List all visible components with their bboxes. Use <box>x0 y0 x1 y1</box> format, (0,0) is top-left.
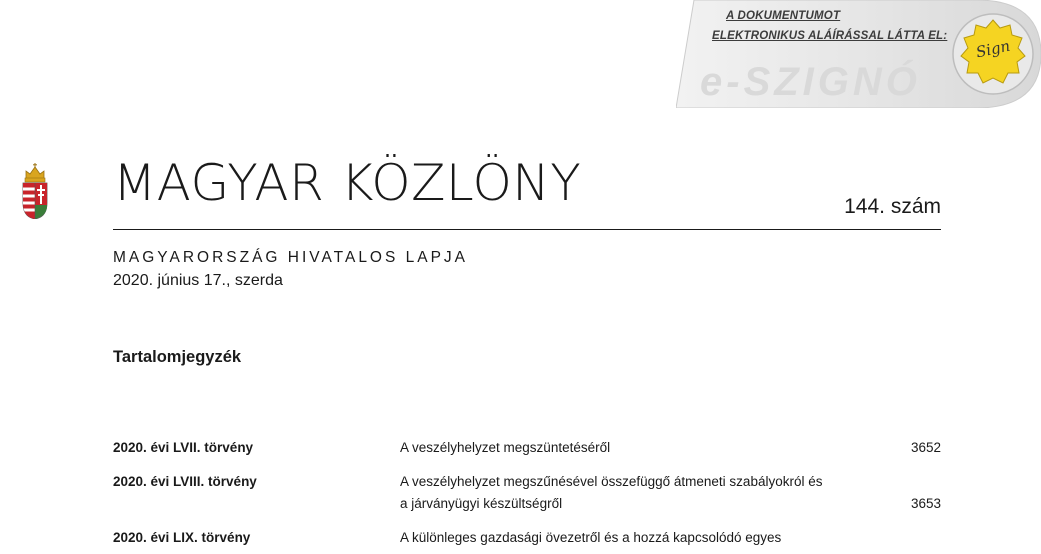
table-of-contents <box>113 437 941 549</box>
stamp-line-2: ELEKTRONIKUS ALÁÍRÁSSAL LÁTTA EL: <box>712 30 948 42</box>
toc-page-number: 3652 <box>910 440 941 455</box>
seal-signature: Sign <box>974 36 1012 62</box>
toc-law-number: 2020. évi LVII. törvény <box>113 440 254 455</box>
toc-entry[interactable] <box>113 437 941 459</box>
publication-subtitle: MAGYARORSZÁG HIVATALOS LAPJA <box>113 249 469 266</box>
toc-heading: Tartalomjegyzék <box>113 348 242 366</box>
masthead-divider <box>113 229 941 230</box>
e-signature-stamp <box>676 0 1041 108</box>
toc-law-title <box>400 527 870 549</box>
coat-of-arms-icon <box>20 163 50 219</box>
toc-entry[interactable] <box>113 527 941 549</box>
toc-law-title <box>400 471 870 515</box>
stamp-line-1: A DOKUMENTUMOT <box>726 10 841 22</box>
toc-title-line: A veszélyhelyzet megszüntetéséről <box>400 440 611 455</box>
toc-title-line: A veszélyhelyzet megszűnésével összefüggő átmeneti szabályokról és <box>400 474 823 489</box>
publication-title: MAGYAR KÖZLÖNY <box>113 154 582 212</box>
toc-page-number: 3653 <box>910 496 941 511</box>
toc-law-number: 2020. évi LIX. törvény <box>113 530 251 545</box>
toc-title-line: a járványügyi készültségről <box>400 496 563 511</box>
toc-title-line: A különleges gazdasági övezetről és a hozzá kapcsolódó egyes <box>400 530 782 545</box>
issue-number: 144. szám <box>844 195 941 218</box>
publication-date: 2020. június 17., szerda <box>113 272 283 289</box>
stamp-brand: e-SZIGNÓ <box>700 60 921 104</box>
toc-law-title <box>400 437 870 459</box>
toc-entry[interactable] <box>113 471 941 515</box>
toc-law-number: 2020. évi LVIII. törvény <box>113 474 257 489</box>
